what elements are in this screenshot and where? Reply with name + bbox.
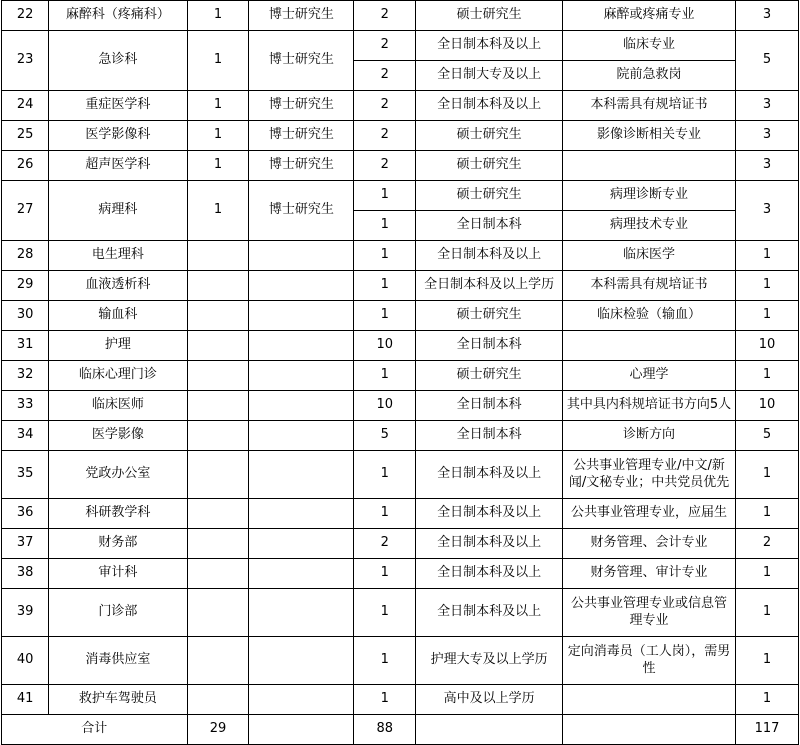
total-major-requirement <box>563 715 736 745</box>
cell-department: 临床心理门诊 <box>49 361 187 391</box>
table-row <box>2 361 799 391</box>
cell-headcount-primary <box>187 301 249 331</box>
table-row <box>2 529 799 559</box>
cell-major-requirement: 公共事业管理专业，应届生 <box>563 499 736 529</box>
cell-department: 麻醉科（疼痛科） <box>49 1 187 31</box>
cell-major-requirement <box>563 151 736 181</box>
cell-education-secondary: 全日制本科 <box>416 211 563 241</box>
cell-education-secondary: 高中及以上学历 <box>416 685 563 715</box>
cell-education-primary: 博士研究生 <box>249 1 354 31</box>
cell-total: 5 <box>736 421 799 451</box>
cell-major-requirement: 公共事业管理专业/中文/新闻/文秘专业；中共党员优先 <box>563 451 736 499</box>
cell-total: 10 <box>736 331 799 361</box>
cell-major-requirement: 影像诊断相关专业 <box>563 121 736 151</box>
cell-index: 40 <box>2 637 49 685</box>
cell-total: 1 <box>736 637 799 685</box>
cell-index: 27 <box>2 181 49 241</box>
cell-education-primary <box>249 589 354 637</box>
cell-education-secondary: 硕士研究生 <box>416 301 563 331</box>
cell-total: 1 <box>736 685 799 715</box>
cell-department: 消毒供应室 <box>49 637 187 685</box>
cell-education-secondary: 全日制本科及以上 <box>416 241 563 271</box>
cell-department: 电生理科 <box>49 241 187 271</box>
cell-education-primary <box>249 529 354 559</box>
cell-headcount-primary <box>187 451 249 499</box>
cell-headcount-primary <box>187 361 249 391</box>
cell-total: 3 <box>736 181 799 241</box>
cell-major-requirement: 公共事业管理专业或信息管理专业 <box>563 589 736 637</box>
cell-education-secondary: 硕士研究生 <box>416 361 563 391</box>
table-row <box>2 421 799 451</box>
cell-headcount-secondary: 1 <box>354 559 416 589</box>
cell-major-requirement: 定向消毒员（工人岗），需男性 <box>563 637 736 685</box>
table-row <box>2 241 799 271</box>
cell-education-primary: 博士研究生 <box>249 181 354 241</box>
cell-education-primary <box>249 499 354 529</box>
cell-education-secondary: 全日制本科及以上 <box>416 589 563 637</box>
cell-major-requirement: 院前急救岗 <box>563 61 736 91</box>
cell-department: 救护车驾驶员 <box>49 685 187 715</box>
table-row <box>2 121 799 151</box>
cell-headcount-secondary: 2 <box>354 1 416 31</box>
cell-headcount-primary: 1 <box>187 151 249 181</box>
cell-department: 超声医学科 <box>49 151 187 181</box>
cell-headcount-secondary: 1 <box>354 211 416 241</box>
cell-headcount-primary <box>187 589 249 637</box>
cell-total: 10 <box>736 391 799 421</box>
cell-education-primary <box>249 391 354 421</box>
cell-department: 科研教学科 <box>49 499 187 529</box>
cell-headcount-secondary: 2 <box>354 61 416 91</box>
cell-total: 1 <box>736 301 799 331</box>
cell-index: 29 <box>2 271 49 301</box>
cell-index: 26 <box>2 151 49 181</box>
table-body <box>2 1 799 745</box>
cell-major-requirement: 病理诊断专业 <box>563 181 736 211</box>
cell-headcount-primary: 1 <box>187 121 249 151</box>
cell-education-secondary: 全日制本科及以上 <box>416 529 563 559</box>
cell-total: 2 <box>736 529 799 559</box>
cell-education-secondary: 全日制本科及以上 <box>416 499 563 529</box>
table-row <box>2 151 799 181</box>
cell-index: 36 <box>2 499 49 529</box>
cell-total: 3 <box>736 121 799 151</box>
cell-major-requirement: 诊断方向 <box>563 421 736 451</box>
cell-education-primary <box>249 421 354 451</box>
cell-total: 5 <box>736 31 799 91</box>
cell-headcount-primary: 1 <box>187 31 249 91</box>
cell-headcount-secondary: 1 <box>354 361 416 391</box>
table-row <box>2 589 799 637</box>
cell-education-secondary: 硕士研究生 <box>416 151 563 181</box>
cell-headcount-secondary: 1 <box>354 499 416 529</box>
cell-total: 1 <box>736 559 799 589</box>
cell-headcount-primary <box>187 685 249 715</box>
cell-index: 35 <box>2 451 49 499</box>
cell-headcount-primary <box>187 271 249 301</box>
cell-education-primary <box>249 637 354 685</box>
cell-index: 34 <box>2 421 49 451</box>
cell-total: 3 <box>736 1 799 31</box>
cell-headcount-primary <box>187 559 249 589</box>
cell-index: 28 <box>2 241 49 271</box>
cell-education-primary: 博士研究生 <box>249 91 354 121</box>
cell-headcount-secondary: 2 <box>354 151 416 181</box>
cell-total: 1 <box>736 589 799 637</box>
cell-headcount-secondary: 2 <box>354 31 416 61</box>
cell-education-primary <box>249 451 354 499</box>
cell-major-requirement: 临床检验（输血） <box>563 301 736 331</box>
cell-index: 33 <box>2 391 49 421</box>
cell-headcount-primary <box>187 421 249 451</box>
cell-index: 38 <box>2 559 49 589</box>
cell-headcount-secondary: 2 <box>354 529 416 559</box>
cell-education-secondary: 全日制本科及以上学历 <box>416 271 563 301</box>
table-row <box>2 391 799 421</box>
cell-index: 32 <box>2 361 49 391</box>
cell-headcount-primary <box>187 499 249 529</box>
cell-major-requirement <box>563 331 736 361</box>
cell-education-secondary: 硕士研究生 <box>416 1 563 31</box>
total-education-primary <box>249 715 354 745</box>
cell-education-primary: 博士研究生 <box>249 31 354 91</box>
cell-education-primary: 博士研究生 <box>249 151 354 181</box>
cell-department: 护理 <box>49 331 187 361</box>
table-row <box>2 91 799 121</box>
cell-headcount-secondary: 1 <box>354 181 416 211</box>
cell-department: 党政办公室 <box>49 451 187 499</box>
cell-major-requirement <box>563 685 736 715</box>
cell-education-secondary: 全日制本科 <box>416 331 563 361</box>
cell-education-primary <box>249 685 354 715</box>
cell-education-secondary: 全日制大专及以上 <box>416 61 563 91</box>
cell-education-primary: 博士研究生 <box>249 121 354 151</box>
total-sum: 117 <box>736 715 799 745</box>
cell-headcount-secondary: 2 <box>354 91 416 121</box>
cell-index: 22 <box>2 1 49 31</box>
cell-total: 1 <box>736 241 799 271</box>
cell-department: 门诊部 <box>49 589 187 637</box>
cell-headcount-secondary: 1 <box>354 637 416 685</box>
cell-headcount-secondary: 1 <box>354 301 416 331</box>
cell-headcount-primary: 1 <box>187 91 249 121</box>
cell-headcount-secondary: 1 <box>354 451 416 499</box>
cell-education-secondary: 硕士研究生 <box>416 181 563 211</box>
cell-major-requirement: 心理学 <box>563 361 736 391</box>
cell-headcount-primary: 1 <box>187 1 249 31</box>
cell-headcount-primary <box>187 637 249 685</box>
total-education-secondary <box>416 715 563 745</box>
cell-headcount-secondary: 1 <box>354 589 416 637</box>
table-row <box>2 181 799 211</box>
cell-index: 23 <box>2 31 49 91</box>
total-label: 合计 <box>2 715 188 745</box>
cell-index: 41 <box>2 685 49 715</box>
cell-index: 30 <box>2 301 49 331</box>
cell-department: 重症医学科 <box>49 91 187 121</box>
table-row <box>2 451 799 499</box>
table-row <box>2 301 799 331</box>
table-row <box>2 271 799 301</box>
cell-education-secondary: 硕士研究生 <box>416 121 563 151</box>
total-row <box>2 715 799 745</box>
cell-education-secondary: 全日制本科 <box>416 421 563 451</box>
cell-major-requirement: 麻醉或疼痛专业 <box>563 1 736 31</box>
cell-education-primary <box>249 301 354 331</box>
cell-education-secondary: 全日制本科及以上 <box>416 559 563 589</box>
cell-education-secondary: 全日制本科 <box>416 391 563 421</box>
cell-major-requirement: 财务管理、审计专业 <box>563 559 736 589</box>
cell-total: 1 <box>736 499 799 529</box>
cell-total: 1 <box>736 451 799 499</box>
total-headcount-primary: 29 <box>187 715 249 745</box>
table-row <box>2 499 799 529</box>
cell-index: 31 <box>2 331 49 361</box>
table-row <box>2 31 799 61</box>
table-row <box>2 685 799 715</box>
total-headcount-secondary: 88 <box>354 715 416 745</box>
cell-education-secondary: 全日制本科及以上 <box>416 31 563 61</box>
cell-total: 1 <box>736 361 799 391</box>
cell-headcount-secondary: 5 <box>354 421 416 451</box>
cell-headcount-primary <box>187 241 249 271</box>
cell-education-primary <box>249 271 354 301</box>
cell-department: 急诊科 <box>49 31 187 91</box>
cell-headcount-secondary: 10 <box>354 391 416 421</box>
cell-total: 3 <box>736 91 799 121</box>
cell-major-requirement: 临床医学 <box>563 241 736 271</box>
cell-major-requirement: 病理技术专业 <box>563 211 736 241</box>
cell-headcount-secondary: 10 <box>354 331 416 361</box>
cell-department: 血液透析科 <box>49 271 187 301</box>
cell-education-primary <box>249 331 354 361</box>
cell-department: 医学影像科 <box>49 121 187 151</box>
cell-index: 37 <box>2 529 49 559</box>
cell-education-secondary: 护理大专及以上学历 <box>416 637 563 685</box>
cell-total: 3 <box>736 151 799 181</box>
cell-major-requirement: 其中具内科规培证书方向5人 <box>563 391 736 421</box>
cell-total: 1 <box>736 271 799 301</box>
cell-index: 25 <box>2 121 49 151</box>
table-row <box>2 331 799 361</box>
cell-department: 财务部 <box>49 529 187 559</box>
table-row <box>2 1 799 31</box>
cell-education-primary <box>249 361 354 391</box>
cell-headcount-secondary: 1 <box>354 271 416 301</box>
cell-major-requirement: 临床专业 <box>563 31 736 61</box>
cell-education-secondary: 全日制本科及以上 <box>416 91 563 121</box>
cell-headcount-primary <box>187 391 249 421</box>
cell-index: 24 <box>2 91 49 121</box>
cell-department: 临床医师 <box>49 391 187 421</box>
cell-major-requirement: 财务管理、会计专业 <box>563 529 736 559</box>
cell-department: 审计科 <box>49 559 187 589</box>
cell-index: 39 <box>2 589 49 637</box>
cell-education-primary <box>249 559 354 589</box>
cell-headcount-primary: 1 <box>187 181 249 241</box>
recruitment-table <box>1 0 799 745</box>
cell-education-secondary: 全日制本科及以上 <box>416 451 563 499</box>
cell-education-primary <box>249 241 354 271</box>
table-row <box>2 637 799 685</box>
table-row <box>2 559 799 589</box>
cell-department: 病理科 <box>49 181 187 241</box>
cell-department: 输血科 <box>49 301 187 331</box>
cell-major-requirement: 本科需具有规培证书 <box>563 91 736 121</box>
cell-headcount-primary <box>187 331 249 361</box>
cell-headcount-secondary: 2 <box>354 121 416 151</box>
cell-department: 医学影像 <box>49 421 187 451</box>
cell-major-requirement: 本科需具有规培证书 <box>563 271 736 301</box>
cell-headcount-secondary: 1 <box>354 685 416 715</box>
cell-headcount-primary <box>187 529 249 559</box>
cell-headcount-secondary: 1 <box>354 241 416 271</box>
